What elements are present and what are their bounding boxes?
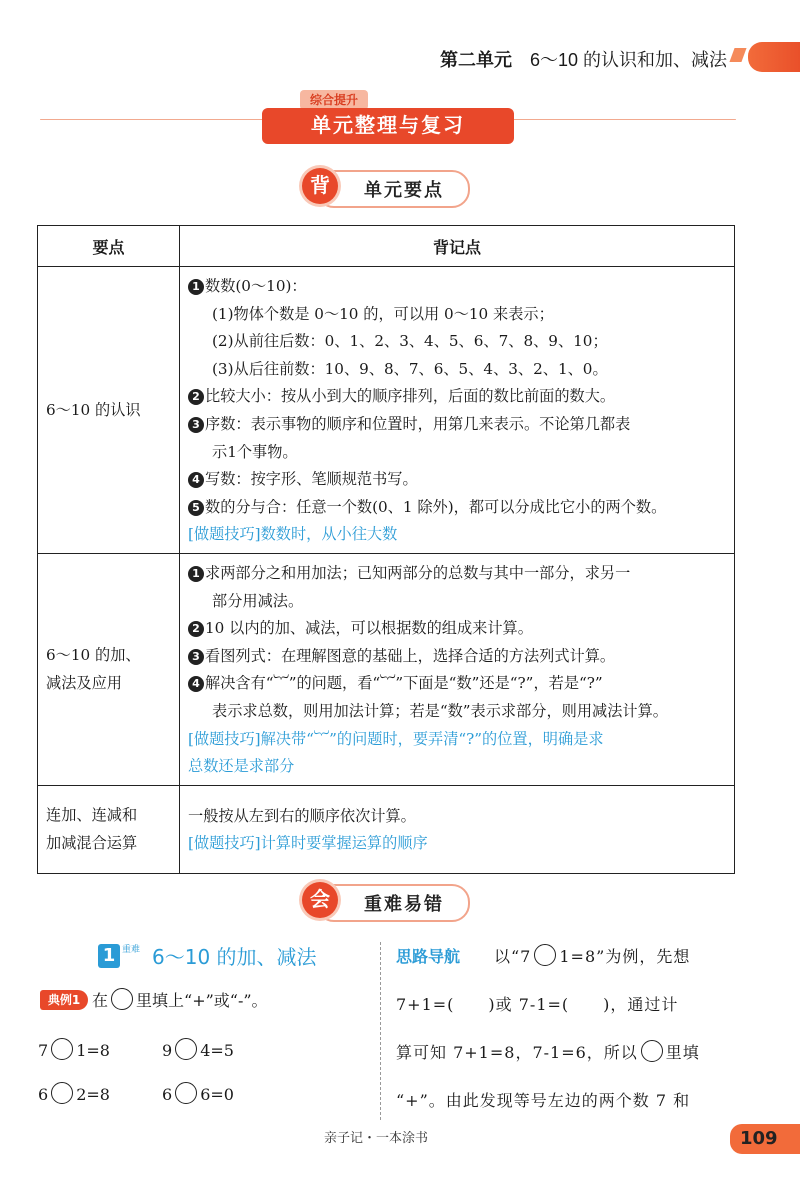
row2-line: 解决含有“︸”的问题，看“︸”下面是“数”还是“?”，若是“?” xyxy=(205,674,603,693)
row2-key-line: 6～10 的加、 xyxy=(46,646,141,665)
row2-line: 表示求总数，则用加法计算；若是“数”表示求部分，则用减法计算。 xyxy=(212,701,668,720)
row3-line: 一般按从左到右的顺序依次计算。 xyxy=(188,806,416,825)
table-row xyxy=(38,267,735,554)
col-key-header: 要点 xyxy=(38,226,180,267)
row1-line: 序数：表示事物的顺序和位置时，用第几来表示。不论第几都表 xyxy=(205,414,631,433)
table-row xyxy=(38,785,735,873)
number-2-icon: 2 xyxy=(188,621,204,637)
answer-circle-icon xyxy=(111,988,133,1010)
row2-key xyxy=(38,553,180,785)
row3-key-line: 加减混合运算 xyxy=(46,834,138,853)
row1-line: (1)物体个数是 0～10 的，可以用 0～10 来表示； xyxy=(212,304,554,323)
exercise-item: 7 1=8 xyxy=(38,1038,110,1060)
answer-circle[interactable] xyxy=(175,1082,197,1104)
row1-line: 写数：按字形、笔顺规范书写。 xyxy=(205,470,418,489)
section2-badge: 会 xyxy=(302,882,338,918)
row1-key: 6～10 的认识 xyxy=(38,267,180,554)
example-tag: 典例1 xyxy=(40,990,88,1010)
guide-line-2: 7+1=( )或 7-1=( )，通过计 xyxy=(396,995,679,1014)
example-prompt xyxy=(92,988,268,1011)
answer-circle[interactable] xyxy=(51,1082,73,1104)
subsection-number: 1 xyxy=(98,944,120,968)
row1-line: 示1个事物。 xyxy=(212,442,298,461)
subsection-tag: 重难 xyxy=(122,945,141,955)
key-points-table xyxy=(37,225,735,874)
row1-line: 数数(0～10)： xyxy=(205,277,307,295)
guide-line-3: 算可知 7+1=8，7-1=6，所以 里填 xyxy=(396,1040,736,1063)
guide-label: 思路导航 xyxy=(396,947,461,966)
row2-line: 看图列式：在理解图意的基础上，选择合适的方法列式计算。 xyxy=(205,646,616,665)
page-number: 109 xyxy=(730,1124,800,1154)
number-2-icon: 2 xyxy=(188,389,204,405)
row3-body xyxy=(180,785,735,873)
row1-body xyxy=(180,267,735,554)
circle-icon xyxy=(534,944,556,966)
row3-tip: [做题技巧]计算时要掌握运算的顺序 xyxy=(188,834,428,853)
column-divider xyxy=(380,942,381,1120)
row2-body xyxy=(180,553,735,785)
exercise-item: 6 2=8 xyxy=(38,1082,110,1104)
table-row xyxy=(38,553,735,785)
row2-key-line: 减法及应用 xyxy=(46,674,122,693)
row1-tip: [做题技巧]数数时，从小往大数 xyxy=(188,525,398,544)
col-body-header: 背记点 xyxy=(180,226,735,267)
unit-label: 第二单元 xyxy=(440,50,512,70)
row2-tip: 总数还是求部分 xyxy=(188,757,295,776)
row2-line: 10 以内的加、减法，可以根据数的组成来计算。 xyxy=(205,619,533,638)
answer-circle[interactable] xyxy=(51,1038,73,1060)
number-4-icon: 4 xyxy=(188,676,204,692)
section1-badge: 背 xyxy=(302,168,338,204)
section1-title: 单元要点 xyxy=(364,180,444,200)
row1-line: 比较大小：按从小到大的顺序排列，后面的数比前面的数大。 xyxy=(205,387,616,406)
number-3-icon: 3 xyxy=(188,649,204,665)
subsection-title: 6～10 的加、减法 xyxy=(152,945,317,969)
prompt-text: 在 xyxy=(92,991,109,1010)
number-1-icon: 1 xyxy=(188,566,204,582)
row2-tip: [做题技巧]解决带“︸”的问题时，要弄清“?”的位置，明确是求 xyxy=(188,729,604,748)
section-banner: 单元整理与复习 xyxy=(262,108,514,144)
row2-line: 求两部分之和用加法；已知两部分的总数与其中一部分，求另一 xyxy=(205,563,631,582)
footer-brand: 亲子记・一本涂书 xyxy=(324,1131,429,1146)
table-header-row xyxy=(38,226,735,267)
banner-tag: 综合提升 xyxy=(300,90,368,110)
number-3-icon: 3 xyxy=(188,417,204,433)
exercise-item: 6 6=0 xyxy=(162,1082,234,1104)
circle-icon xyxy=(641,1040,663,1062)
guide-line-1: 以“7 1=8”为例，先想 xyxy=(494,944,738,967)
number-4-icon: 4 xyxy=(188,472,204,488)
row1-line: 数的分与合：任意一个数(0、1 除外)，都可以分成比它小的两个数。 xyxy=(205,497,667,516)
guide-line-4: “+”。由此发现等号左边的两个数 7 和 xyxy=(396,1091,691,1110)
header-accent xyxy=(729,48,746,62)
number-5-icon: 5 xyxy=(188,500,204,516)
section2-title: 重难易错 xyxy=(364,894,444,914)
row1-line: (2)从前往后数：0、1、2、3、4、5、6、7、8、9、10； xyxy=(212,332,608,351)
number-1-icon: 1 xyxy=(188,279,204,295)
row2-line: 部分用减法。 xyxy=(212,591,304,610)
row1-line: (3)从后往前数：10、9、8、7、6、5、4、3、2、1、0。 xyxy=(212,359,608,378)
unit-title: 6～10 的认识和加、减法 xyxy=(530,50,728,70)
answer-circle[interactable] xyxy=(175,1038,197,1060)
header-tab xyxy=(748,42,800,72)
exercise-item: 9 4=5 xyxy=(162,1038,234,1060)
row3-key-line: 连加、连减和 xyxy=(46,806,138,825)
prompt-text: 里填上“+”或“-”。 xyxy=(136,991,268,1010)
row3-key xyxy=(38,785,180,873)
